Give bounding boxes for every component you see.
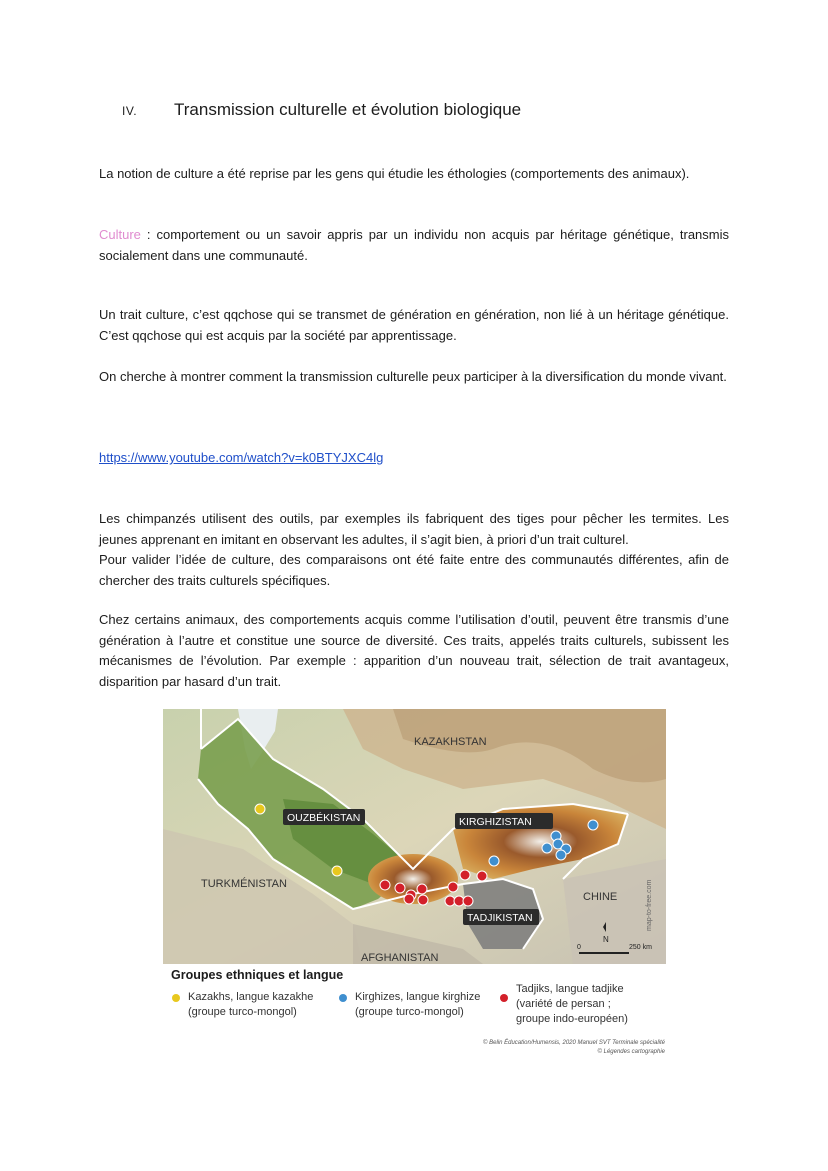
- legend-tadjik-line1: Tadjiks, langue tadjike: [516, 983, 624, 995]
- paragraph-cultural-trait: Un trait culture, c’est qqchose qui se transmet de génération en génération, non lié à un héritage génétique. C’est qqchose qui est acquis par la société par apprentissage.: [99, 307, 729, 343]
- paragraph-culture-notion: La notion de culture a été reprise par les gens qui étudie les éthologies (comportements des animaux).: [99, 166, 690, 181]
- kazakh-dot: [255, 804, 265, 814]
- credit-line-2: © Légendes cartographie: [597, 1049, 665, 1055]
- paragraph-chimpanzees: [99, 509, 729, 591]
- culture-term: Culture: [99, 227, 141, 242]
- label-kirghizistan: KIRGHIZISTAN: [459, 816, 532, 828]
- label-afghanistan: AFGHANISTAN: [361, 952, 439, 964]
- legend-dot-kazakh: [172, 994, 180, 1002]
- scale-bar: [579, 952, 629, 954]
- comparison-text: Pour valider l’idée de culture, des comparaisons ont été faite entre des communautés différentes, afin de chercher des traits culturels spécifiques.: [99, 552, 729, 588]
- north-arrow-label: N: [603, 935, 609, 944]
- tadjik-dot: [463, 896, 473, 906]
- section-title: Transmission culturelle et évolution biologique: [174, 100, 522, 119]
- legend-item-kazakh: [172, 990, 342, 1020]
- scale-zero: 0: [577, 944, 581, 951]
- tadjik-dot: [418, 895, 428, 905]
- tadjik-dot: [460, 870, 470, 880]
- section-number: IV.: [122, 104, 138, 118]
- credit-line-1: © Belin Éducation/Humensis, 2020 Manuel SVT Terminale spécialité: [483, 1040, 665, 1046]
- central-asia-map: [163, 709, 666, 964]
- kirghiz-dot: [556, 850, 566, 860]
- label-tadjikistan: TADJIKISTAN: [467, 912, 533, 924]
- map-svg: [163, 709, 666, 964]
- legend-kirghiz-line1: Kirghizes, langue kirghize: [355, 991, 481, 1003]
- youtube-link[interactable]: https://www.youtube.com/watch?v=k0BTYJXC4lg: [99, 450, 384, 465]
- legend-item-tadjik: [500, 982, 660, 1027]
- paragraph-link: [99, 448, 729, 469]
- kirghiz-dot: [542, 843, 552, 853]
- legend-tadjik-line2: (variété de persan ;: [516, 998, 611, 1010]
- legend-dot-tadjik: [500, 994, 508, 1002]
- map-watermark: map-to-free.com: [646, 879, 653, 931]
- legend-dot-kirghiz: [339, 994, 347, 1002]
- paragraph-evolution: Chez certains animaux, des comportements acquis comme l’utilisation d’outil, peuvent être transmis d’une génération à l’autre et constitue une source de diversité. Ces traits, appelés traits culturels, subissent les mécanismes de l’évolution. Par exemple : apparition d’un nouveau trait, sélection de trait avantageux, disparition par hasard d’un trait.: [99, 612, 729, 689]
- tadjik-dot: [380, 880, 390, 890]
- section-heading: [122, 100, 521, 120]
- legend-kazakh-line1: Kazakhs, langue kazakhe: [188, 991, 314, 1003]
- kirghiz-dot: [489, 856, 499, 866]
- paragraph-culture-definition: [99, 225, 729, 266]
- legend-kazakh-line2: (groupe turco-mongol): [188, 1006, 297, 1018]
- chimpanzee-text: Les chimpanzés utilisent des outils, par exemples ils fabriquent des tiges pour pêcher les termites. Les jeunes apprenant en imitant en observant les adultes, il s’agit bien, à priori d’un trait culturel.: [99, 511, 729, 547]
- tadjik-dot: [448, 882, 458, 892]
- legend-tadjik-line3: groupe indo-européen): [516, 1013, 628, 1025]
- label-kazakhstan: KAZAKHSTAN: [414, 736, 487, 748]
- scale-label: 250 km: [629, 944, 652, 951]
- culture-definition-text: : comportement ou un savoir appris par un individu non acquis par héritage génétique, transmis socialement dans une communauté.: [99, 227, 729, 263]
- label-chine: CHINE: [583, 891, 618, 903]
- tadjik-dot: [477, 871, 487, 881]
- kazakh-dot: [332, 866, 342, 876]
- tadjik-dot: [417, 884, 427, 894]
- legend-kirghiz-line2: (groupe turco-mongol): [355, 1006, 464, 1018]
- label-ouzbekistan: OUZBÉKISTAN: [287, 812, 361, 824]
- tadjik-dot: [404, 894, 414, 904]
- tadjik-dot: [395, 883, 405, 893]
- kirghiz-dot: [588, 820, 598, 830]
- legend-item-kirghiz: [339, 990, 509, 1020]
- legend-title: Groupes ethniques et langue: [171, 968, 344, 982]
- label-turkmenistan: TURKMÉNISTAN: [201, 878, 287, 890]
- paragraph-objective: On cherche à montrer comment la transmission culturelle peux participer à la diversification du monde vivant.: [99, 369, 727, 384]
